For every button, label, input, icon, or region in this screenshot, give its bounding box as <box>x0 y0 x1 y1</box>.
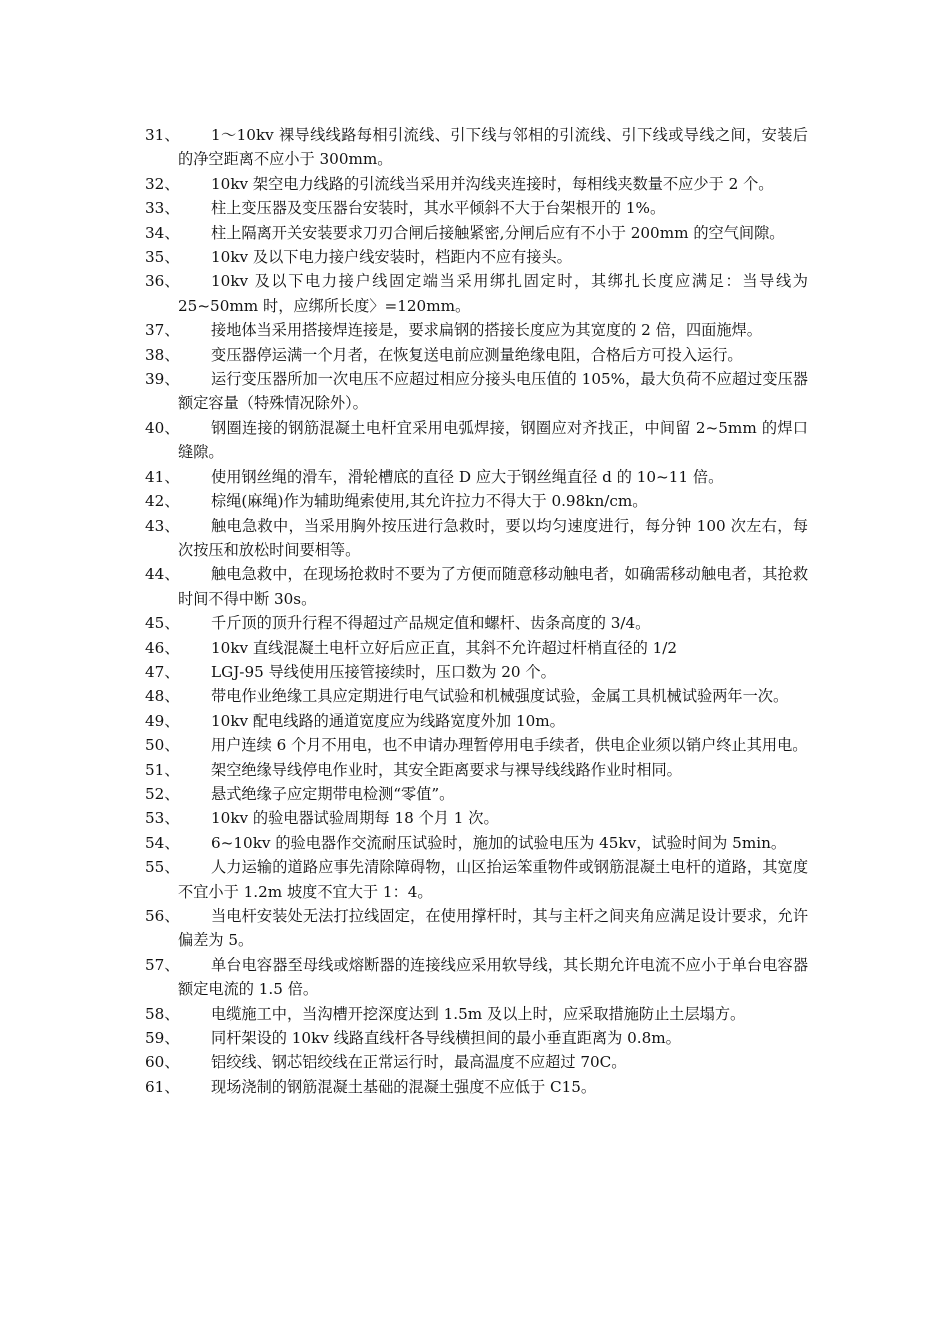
item-text: 10kv 架空电力线路的引流线当采用并沟线夹连接时，每相线夹数量不应少于 2 个。 <box>211 174 774 193</box>
list-item <box>0 343 950 367</box>
list-item <box>0 1075 950 1099</box>
item-text: 悬式绝缘子应定期带电检测“零值”。 <box>211 784 455 803</box>
item-text: 10kv 及以下电力接户线安装时，档距内不应有接头。 <box>211 248 572 267</box>
item-text: 架空绝缘导线停电作业时，其安全距离要求与裸导线线路作业时相同。 <box>211 760 682 779</box>
item-number: 58、 <box>145 1004 180 1023</box>
list-item <box>0 514 950 563</box>
item-number: 41、 <box>145 467 180 486</box>
item-text: 变压器停运满一个月者，在恢复送电前应测量绝缘电阻，合格后方可投入运行。 <box>211 345 743 364</box>
item-number: 56、 <box>145 907 180 925</box>
item-number: 54、 <box>145 833 180 852</box>
list-item <box>0 904 950 953</box>
item-number: 49、 <box>145 711 180 730</box>
list-item <box>0 562 950 611</box>
list-item <box>0 1002 950 1026</box>
item-text: 人力运输的道路应事先清除障碍物，山区抬运笨重物件或钢筋混凝土电杆的道路，其宽度不宜小于 1.2m 坡度不宜大于 1：4。 <box>178 858 808 901</box>
list-item <box>0 636 950 660</box>
item-number: 59、 <box>145 1029 180 1048</box>
item-text: 1～10kv 裸导线线路每相引流线、引下线与邻相的引流线、引下线或导线之间，安装后的净空距离不应小于 300mm。 <box>178 126 808 169</box>
item-text: 单台电容器至母线或熔断器的连接线应采用软导线，其长期允许电流不应小于单台电容器额定电流的 1.5 倍。 <box>178 955 808 999</box>
item-text: 用户连续 6 个月不用电，也不申请办理暂停用电手续者，供电企业须以销户终止其用电。 <box>211 736 808 755</box>
item-number: 39、 <box>145 370 180 389</box>
item-text: 柱上隔离开关安装要求刀刃合闸后接触紧密,分闸后应有不小于 200mm 的空气间隙。 <box>211 223 785 242</box>
item-number: 33、 <box>145 199 180 218</box>
list-item <box>0 831 950 855</box>
item-number: 55、 <box>145 858 180 877</box>
item-number: 46、 <box>145 638 180 657</box>
list-item <box>0 245 950 269</box>
list-item <box>0 782 950 806</box>
list-item <box>0 269 950 318</box>
list-item <box>0 855 950 904</box>
item-text: 电缆施工中，当沟槽开挖深度达到 1.5m 及以上时，应采取措施防止土层塌方。 <box>211 1004 746 1023</box>
list-item <box>0 758 950 782</box>
list-item <box>0 196 950 220</box>
item-number: 37、 <box>145 321 180 340</box>
item-text: 接地体当采用搭接焊连接是，要求扁钢的搭接长度应为其宽度的 2 倍，四面施焊。 <box>211 321 762 340</box>
list-item <box>0 660 950 684</box>
list-item <box>0 1026 950 1050</box>
item-number: 35、 <box>145 248 180 267</box>
list-item <box>0 489 950 513</box>
item-number: 52、 <box>145 784 180 803</box>
list-item <box>0 318 950 342</box>
list-item <box>0 367 950 416</box>
list-item <box>0 172 950 196</box>
list-item <box>0 611 950 635</box>
item-number: 44、 <box>145 565 180 584</box>
item-number: 40、 <box>145 418 180 437</box>
item-text: 6~10kv 的验电器作交流耐压试验时，施加的试验电压为 45kv，试验时间为 5min。 <box>211 833 787 852</box>
item-text: 10kv 配电线路的通道宽度应为线路宽度外加 10m。 <box>211 711 565 730</box>
item-number: 61、 <box>145 1077 180 1096</box>
item-text: 带电作业绝缘工具应定期进行电气试验和机械强度试验，金属工具机械试验两年一次。 <box>211 687 789 706</box>
list-item <box>0 806 950 830</box>
item-text: 使用钢丝绳的滑车，滑轮槽底的直径 D 应大于钢丝绳直径 d 的 10~11 倍。 <box>211 467 724 486</box>
item-number: 57、 <box>145 955 180 974</box>
item-text: 千斤顶的顶升行程不得超过产品规定值和螺杆、齿条高度的 3/4。 <box>211 614 651 633</box>
item-list <box>0 123 950 1099</box>
item-text: 钢圈连接的钢筋混凝土电杆宜采用电弧焊接，钢圈应对齐找正，中间留 2~5mm 的焊口缝隙。 <box>178 418 808 462</box>
item-text: 棕绳(麻绳)作为辅助绳索使用,其允许拉力不得大于 0.98kn/cm。 <box>211 492 648 511</box>
item-number: 42、 <box>145 492 180 511</box>
item-text: 同杆架设的 10kv 线路直线杆各导线横担间的最小垂直距离为 0.8m。 <box>211 1029 681 1048</box>
list-item <box>0 416 950 465</box>
list-item <box>0 733 950 757</box>
item-text: 触电急救中，在现场抢救时不要为了方便而随意移动触电者，如确需移动触电者，其抢救时间不得中断 30s。 <box>178 565 808 608</box>
item-number: 36、 <box>145 272 180 291</box>
item-number: 45、 <box>145 614 180 633</box>
list-item <box>0 465 950 489</box>
list-item <box>0 709 950 733</box>
item-text: 柱上变压器及变压器台安装时，其水平倾斜不大于台架根开的 1%。 <box>211 199 666 218</box>
list-item <box>0 953 950 1002</box>
item-number: 53、 <box>145 809 180 828</box>
item-text: 触电急救中，当采用胸外按压进行急救时，要以均匀速度进行，每分钟 100 次左右，每次按压和放松时间要相等。 <box>178 516 808 559</box>
item-text: 运行变压器所加一次电压不应超过相应分接头电压值的 105%，最大负荷不应超过变压器额定容量（特殊情况除外）。 <box>178 370 808 413</box>
item-number: 47、 <box>145 662 180 681</box>
item-number: 48、 <box>145 687 180 706</box>
item-number: 51、 <box>145 760 180 779</box>
item-number: 60、 <box>145 1053 180 1072</box>
item-number: 31、 <box>145 126 180 144</box>
item-number: 32、 <box>145 174 180 193</box>
item-number: 43、 <box>145 516 180 535</box>
list-item <box>0 123 950 172</box>
list-item <box>0 1050 950 1074</box>
item-text: 当电杆安装处无法打拉线固定，在使用撑杆时，其与主杆之间夹角应满足设计要求，允许偏差为 5。 <box>178 907 808 950</box>
item-number: 50、 <box>145 736 180 755</box>
list-item <box>0 221 950 245</box>
item-text: 铝绞线、钢芯铝绞线在正常运行时，最高温度不应超过 70C。 <box>211 1053 627 1072</box>
list-item <box>0 684 950 708</box>
item-text: 10kv 的验电器试验周期每 18 个月 1 次。 <box>211 809 499 828</box>
item-number: 38、 <box>145 345 180 364</box>
item-text: 现场浇制的钢筋混凝土基础的混凝土强度不应低于 C15。 <box>211 1077 597 1096</box>
item-text: LGJ-95 导线使用压接管接续时，压口数为 20 个。 <box>211 662 556 681</box>
item-number: 34、 <box>145 223 180 242</box>
item-text: 10kv 及以下电力接户线固定端当采用绑扎固定时，其绑扎长度应满足：当导线为 25~50mm 时，应绑所长度〉=120mm。 <box>178 272 808 315</box>
item-text: 10kv 直线混凝土电杆立好后应正直，其斜不允许超过杆梢直径的 1/2 <box>211 638 678 657</box>
